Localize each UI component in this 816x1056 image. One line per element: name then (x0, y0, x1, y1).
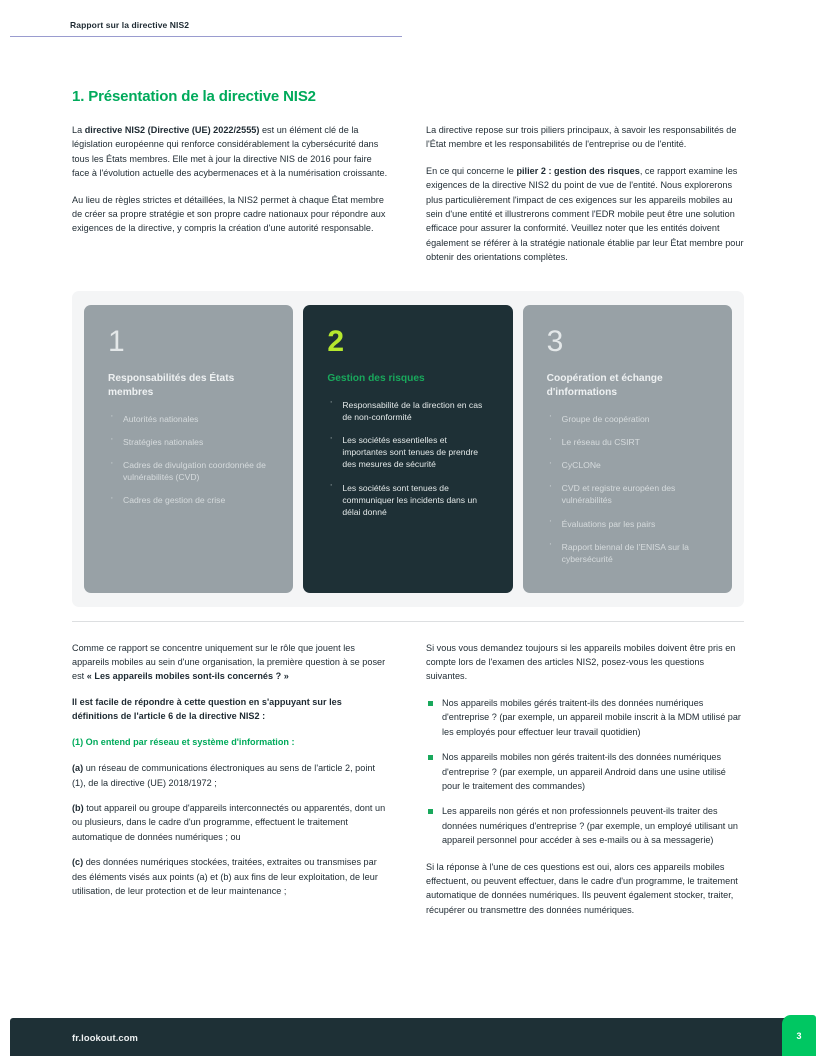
page-footer (10, 1018, 806, 1056)
intro-left-column (72, 123, 390, 265)
lower-left-article-intro (72, 695, 390, 724)
intro-right-p2-bold: pilier 2 : gestion des risques (516, 165, 640, 176)
lower-left-question-paragraph (72, 641, 390, 684)
pillar-3-item: · Le réseau du CSIRT (547, 436, 710, 448)
intro-right-paragraph-1: La directive repose sur trois piliers principaux, à savoir les responsabilités de l'État membre et les responsabilités de l'entreprise ou de l'entité. (426, 125, 737, 150)
pillar-2-list (327, 399, 490, 519)
pillar-2-item: · Les sociétés sont tenues de communiquer les incidents dans un délai donné (327, 482, 490, 519)
pillar-3-number: 3 (546, 324, 564, 358)
pillar-1-list (108, 413, 271, 507)
definition-c-label: (c) (72, 857, 84, 868)
pillar-1-title: Responsabilités des États membres (108, 372, 235, 398)
pillar-2-item: · Les sociétés essentielles et importantes sont tenues de prendre des mesures de sécurité (327, 434, 490, 471)
page-number: 3 (796, 1030, 802, 1041)
pillar-1-item: · Stratégies nationales (108, 436, 271, 448)
intro-columns (72, 123, 744, 265)
definition-a-text: un réseau de communications électroniques au sens de l'article 2, point (1), de la directive (UE) 2018/1972 ; (72, 763, 376, 788)
section-title: 1. Présentation de la directive NIS2 (72, 88, 316, 105)
running-head-text: Rapport sur la directive NIS2 (70, 20, 190, 30)
lower-left-definition-b (72, 801, 390, 844)
intro-left-p1-pre: La (72, 125, 85, 135)
pillar-1-number: 1 (108, 324, 125, 358)
pillar-card-1 (84, 305, 293, 593)
pillars-band (72, 291, 744, 607)
pillar-1-item: · Cadres de gestion de crise (108, 494, 271, 506)
lower-left-column (72, 641, 390, 918)
intro-left-p1-bold: directive NIS2 (Directive (UE) 2022/2555) (84, 125, 260, 135)
questions-intro: Si vous vous demandez toujours si les appareils mobiles doivent être pris en compte lors de l'examen des articles NIS2, posez-vous les questions suivantes. (426, 642, 736, 682)
pillar-card-3 (523, 305, 732, 593)
questions-list (426, 696, 744, 848)
section-divider (72, 621, 744, 622)
page-content (72, 88, 744, 917)
question-item: Les appareils non gérés et non professionnels peuvent-ils traiter des données numériques d'entreprise ? (par exemple, un employé utilisant un appareil personnel pour accéder à ses e-mails ou à sa messagerie) (426, 804, 744, 847)
intro-right-column (426, 123, 744, 265)
pillar-1-item: · Autorités nationales (108, 413, 271, 425)
lower-right-column (426, 641, 744, 918)
intro-right-p2-post: , ce rapport examine les exigences de la directive NIS2 du point de vue de l'entité. Nous explorerons plus particulièrement l'impact de ces exigences sur les appareils mobiles au sein d'une entité et illustrerons comment l'EDR mobile peut être une solution efficace pour assurer la conformité. Veuillez noter que les entités doivent également se référer à la stratégie nationale établie par leur État membre pour obtenir des orientations complètes. (426, 165, 744, 263)
question-item: Nos appareils mobiles gérés traitent-ils des données numériques d'entreprise ? (par exemple, un appareil mobile inscrit à la MDM utilisé par les employés pour effectuer leur travail quotidien) (426, 696, 744, 739)
lower-left-q-bold: « Les appareils mobiles sont-ils concernés ? » (86, 671, 289, 682)
intro-right-paragraph-2 (426, 164, 744, 265)
questions-closing: Si la réponse à l'une de ces questions est oui, alors ces appareils mobiles effectuent, ou peuvent effectuer, dans le cadre d'un programme, le traitement automatique de données numériques. Ils peuvent également stocker, traiter, récupérer ou transmettre des données numériques. (426, 861, 738, 915)
pillar-card-2 (303, 305, 512, 593)
pillar-2-number: 2 (327, 324, 345, 358)
pillar-1-item: · Cadres de divulgation coordonnée de vulnérabilités (CVD) (108, 459, 271, 483)
lower-columns (72, 641, 744, 918)
running-header (10, 20, 402, 37)
definition-a-label: (a) (72, 763, 84, 774)
footer-url[interactable]: fr.lookout.com (72, 1031, 138, 1043)
header-rule (10, 36, 402, 37)
definition-c-text: des données numériques stockées, traitées, extraites ou transmises par des éléments visés aux points (a) et (b) aux fins de leur exploitation, de leur utilisation, de leur protection et de leur maintenance ; (72, 857, 378, 896)
pillar-3-item: · CVD et registre européen des vulnérabilités (547, 482, 710, 506)
lower-left-definition-c (72, 855, 390, 898)
lower-left-article-intro-bold: Il est facile de répondre à cette question en s'appuyant sur les définitions de l'article 6 de la directive NIS2 : (72, 696, 342, 722)
lower-left-definition-a (72, 761, 390, 790)
intro-right-p2-pre: En ce qui concerne le (426, 165, 517, 176)
pillar-3-item: · CyCLONe (547, 459, 710, 471)
page-number-tab (782, 1015, 816, 1056)
pillar-3-item: · Évaluations par les pairs (547, 518, 710, 530)
pillar-3-title: Coopération et échange d'informations (546, 372, 663, 398)
definition-b-text: tout appareil ou groupe d'appareils interconnectés ou apparentés, dont un ou plusieurs, dans le cadre d'un programme, effectuent le traitement automatique de données numériques ; ou (72, 802, 386, 842)
intro-left-paragraph-1 (72, 123, 390, 181)
pillar-3-item: · Rapport biennal de l'ENISA sur la cybersécurité (547, 541, 710, 565)
intro-left-paragraph-2: Au lieu de règles strictes et détaillées, la NIS2 permet à chaque État membre de créer sa propre stratégie et son propre cadre nationaux pour répondre aux exigences de la directive, y compris la création d'une autorité responsable. (72, 194, 386, 234)
pillar-3-list (547, 413, 710, 566)
pillar-3-item: · Groupe de coopération (547, 413, 710, 425)
intro-left-p1-post: est un élément clé de la législation européenne qui renforce considérablement la cybersécurité dans tous les États membres. Elle met à jour la directive NIS de 2016 pour faire face à l'évolution actuelle des acybermenaces et à la numérisation croissante. (72, 125, 388, 179)
pillar-2-title: Gestion des risques (327, 372, 425, 384)
pillar-2-item: · Responsabilité de la direction en cas de non-conformité (327, 399, 490, 423)
definition-b-label: (b) (72, 802, 84, 813)
question-item: Nos appareils mobiles non gérés traitent-ils des données numériques d'entreprise ? (par exemple, un appareil Android dans une usine utilisé pour le traitement des commandes) (426, 750, 744, 793)
lower-left-q-plain: Comme ce rapport se concentre uniquement sur le rôle que jouent les appareils mobiles au sein d'une organisation, la première question à se poser est (72, 642, 386, 682)
lower-left-definition-heading: (1) On entend par réseau et système d'information : (72, 736, 295, 747)
